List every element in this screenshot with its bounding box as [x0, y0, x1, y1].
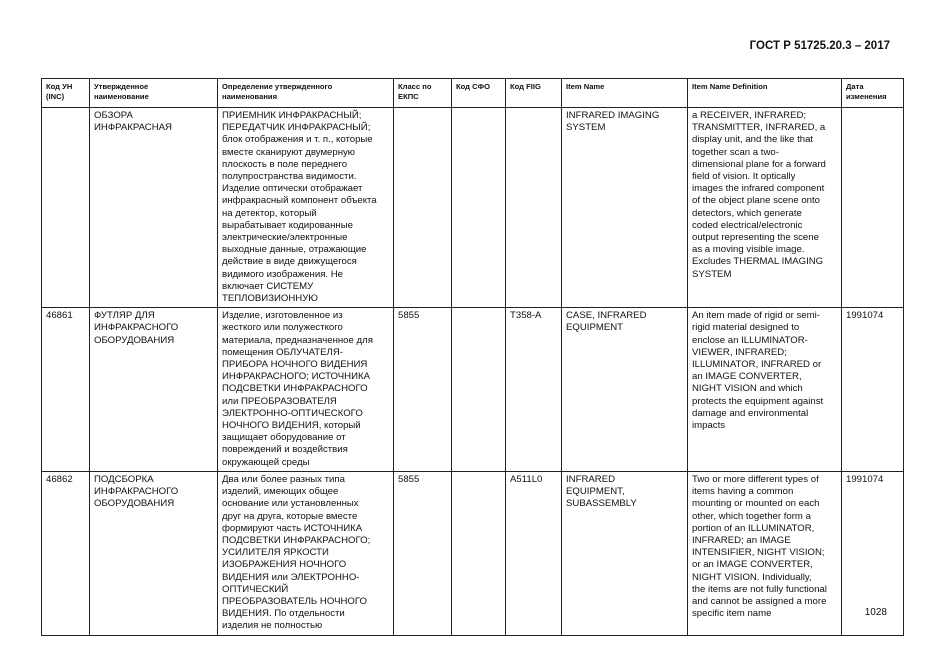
nomenclature-table — [41, 78, 904, 636]
cell-sfo-code — [452, 108, 506, 308]
cell-ekps-class — [394, 108, 452, 308]
col-header-approved-name: Утвержденное наименование — [90, 79, 218, 108]
col-header-definition: Определение утвержденного наименования — [218, 79, 394, 108]
cell-inc: 46861 — [42, 308, 90, 472]
cell-fiig-code: A511L0 — [506, 471, 562, 635]
cell-fiig-code: T358-A — [506, 308, 562, 472]
table-header-row — [42, 79, 904, 108]
cell-item-name-definition: Two or more different types of items having a common mounting or mounted on each other, which together form a portion of an ILLUMINATOR, INFRARED; an IMAGE INTENSIFIER, NIGHT VISION; or an IMAGE CONVERTER, NIGHT VISION. Individually, the items are not fully functional and cannot be assigned a more specific item name — [688, 471, 842, 635]
cell-item-name: INFRARED IMAGING SYSTEM — [562, 108, 688, 308]
cell-item-name: CASE, INFRARED EQUIPMENT — [562, 308, 688, 472]
cell-definition: Два или более разных типа изделий, имеющих общее основание или установленных друг на друга, которые вместе формируют часть ИСТОЧНИКА ПОДСВЕТКИ ИНФРАКРАСНОГО; УСИЛИТЕЛЯ ЯРКОСТИ ИЗОБРАЖЕНИЯ НОЧНОГО ВИДЕНИЯ или ЭЛЕКТРОННО- ОПТИЧЕСКИЙ ПРЕОБРАЗОВАТЕЛЬ НОЧНОГО ВИДЕНИЯ. По отдельности изделия не полностью — [218, 471, 394, 635]
cell-ekps-class: 5855 — [394, 471, 452, 635]
cell-item-name-definition: An item made of rigid or semi- rigid material designed to enclose an ILLUMINATOR- VIEWER, INFRARED; ILLUMINATOR, INFRARED or an IMAGE CONVERTER, NIGHT VISION and which protects the equipment against damage and environmental impacts — [688, 308, 842, 472]
table-row — [42, 308, 904, 472]
cell-approved-name: ПОДСБОРКА ИНФРАКРАСНОГО ОБОРУДОВАНИЯ — [90, 471, 218, 635]
col-header-fiig-code: Код FIIG — [506, 79, 562, 108]
page-number: 1028 — [864, 607, 887, 618]
cell-ekps-class: 5855 — [394, 308, 452, 472]
cell-sfo-code — [452, 308, 506, 472]
col-header-change-date: Дата изменения — [842, 79, 904, 108]
cell-item-name: INFRARED EQUIPMENT, SUBASSEMBLY — [562, 471, 688, 635]
cell-change-date — [842, 108, 904, 308]
col-header-sfo-code: Код СФО — [452, 79, 506, 108]
col-header-item-name: Item Name — [562, 79, 688, 108]
cell-definition: Изделие, изготовленное из жесткого или полужесткого материала, предназначенное для помещения ОБЛУЧАТЕЛЯ- ПРИБОРА НОЧНОГО ВИДЕНИЯ ИНФРАКРАСНОГО; ИСТОЧНИКА ПОДСВЕТКИ ИНФРАКРАСНОГО или ПРЕОБРАЗОВАТЕЛЯ ЭЛЕКТРОННО-ОПТИЧЕСКОГО НОЧНОГО ВИДЕНИЯ, который защищает оборудование от повреждений и воздействия окружающей среды — [218, 308, 394, 472]
cell-change-date: 1991074 — [842, 308, 904, 472]
col-header-ekps-class: Класс по ЕКПС — [394, 79, 452, 108]
cell-approved-name: ОБЗОРА ИНФРАКРАСНАЯ — [90, 108, 218, 308]
document-header: ГОСТ Р 51725.20.3 – 2017 — [749, 40, 890, 52]
cell-inc: 46862 — [42, 471, 90, 635]
cell-definition: ПРИЕМНИК ИНФРАКРАСНЫЙ; ПЕРЕДАТЧИК ИНФРАКРАСНЫЙ; блок отображения и т. п., которые вместе сканируют двумерную плоскость в поле переднего полупространства видимости. Изделие оптически отображает инфракрасный компонент объекта на детектор, который вырабатывает кодированные электрические/электронные выходные данные, отражающие действие в виде движущегося видимого изображения. Не включает СИСТЕМУ ТЕПЛОВИЗИОННУЮ — [218, 108, 394, 308]
table-row — [42, 108, 904, 308]
col-header-item-name-definition: Item Name Definition — [688, 79, 842, 108]
cell-change-date: 1991074 — [842, 471, 904, 635]
cell-inc — [42, 108, 90, 308]
cell-item-name-definition: a RECEIVER, INFRARED; TRANSMITTER, INFRARED, a display unit, and the like that together scan a two- dimensional plane for a forward field of vision. It optically images the infrared component of the object plane scene onto detectors, which generate coded electrical/electronic output representing the scene as a moving visible image. Excludes THERMAL IMAGING SYSTEM — [688, 108, 842, 308]
cell-approved-name: ФУТЛЯР ДЛЯ ИНФРАКРАСНОГО ОБОРУДОВАНИЯ — [90, 308, 218, 472]
col-header-inc: Код УН (INC) — [42, 79, 90, 108]
cell-fiig-code — [506, 108, 562, 308]
